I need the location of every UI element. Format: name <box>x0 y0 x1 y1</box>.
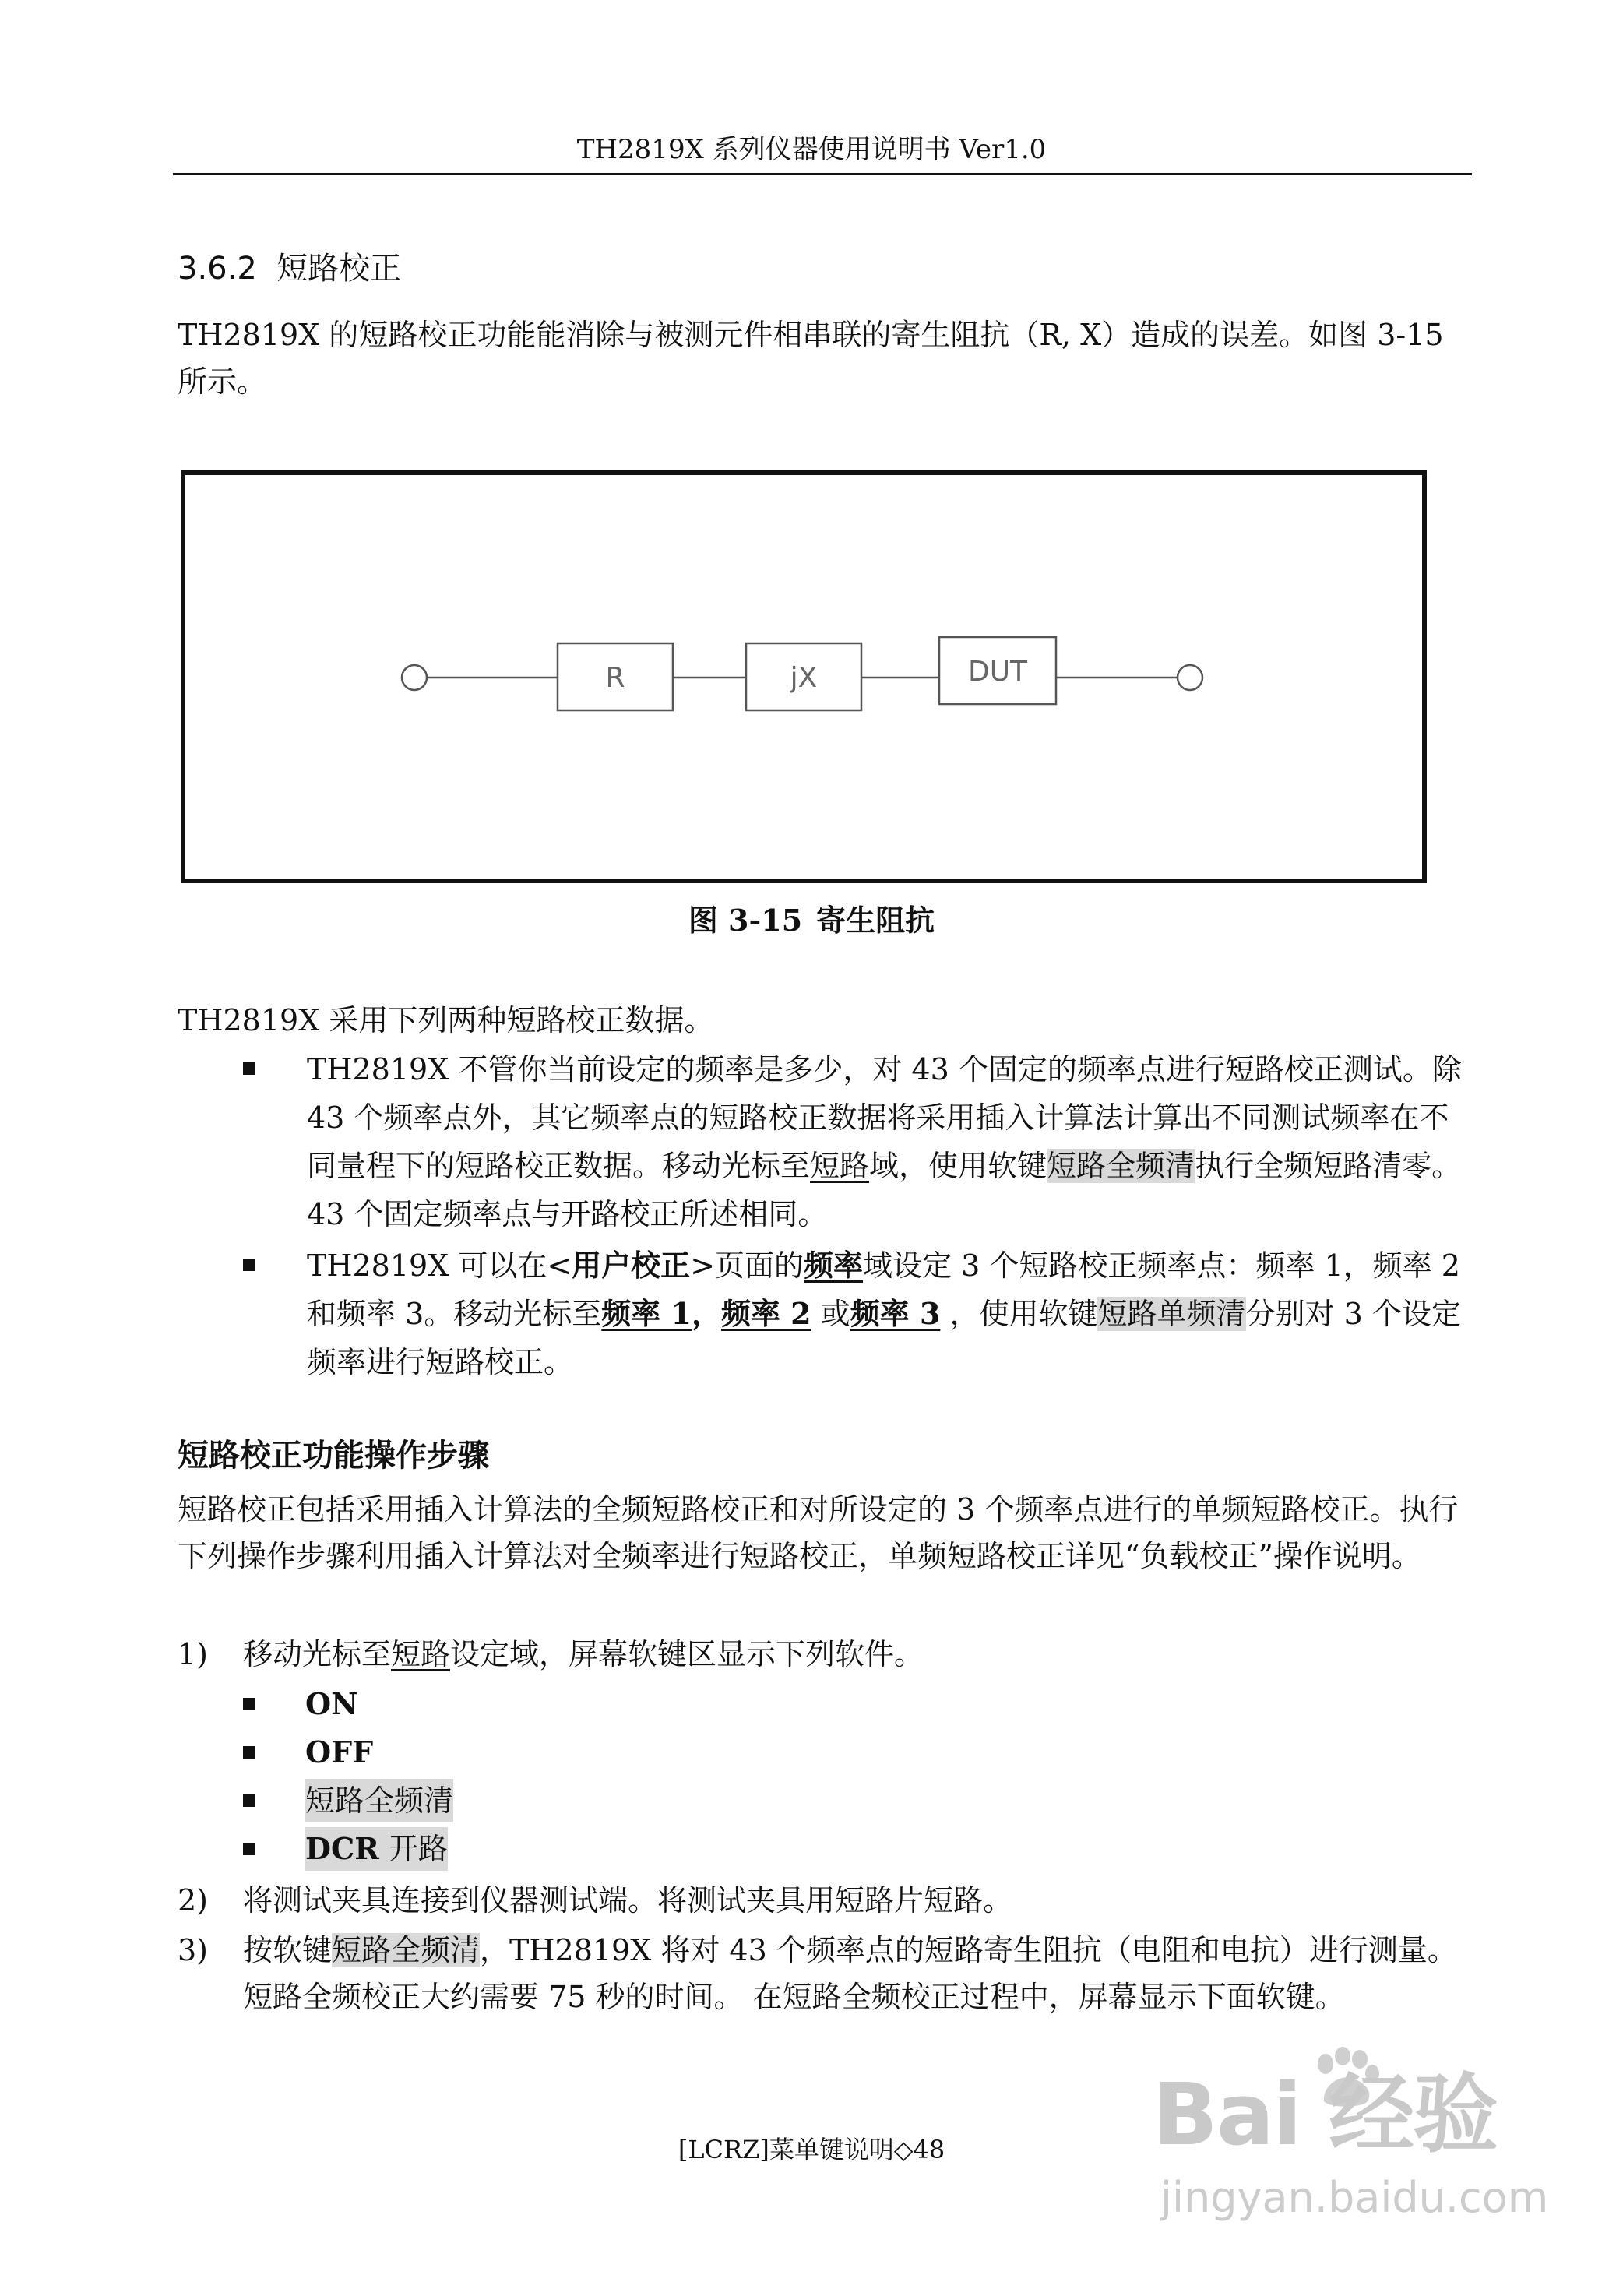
figure-number: 图 3-15 <box>688 903 803 938</box>
bullet-square-icon <box>243 1794 255 1807</box>
field-frequency: 频率 <box>804 1248 864 1283</box>
paragraph-two: TH2819X 采用下列两种短路校正数据。 <box>178 1003 714 1037</box>
softkey-short-single-clear: 短路单频清 <box>1097 1297 1246 1331</box>
parasitic-impedance-diagram <box>181 470 1427 883</box>
bullet-square-icon <box>243 1062 255 1075</box>
step-2-number: 2) <box>178 1883 209 1917</box>
softkey-short-full-clear: 短路全频清 <box>305 1779 453 1822</box>
intro-paragraph: TH2819X 的短路校正功能能消除与被测元件相串联的寄生阻抗（R, X）造成的误差。如图 3-15 所示。 <box>178 318 1444 399</box>
box-jx-label: jX <box>790 662 818 694</box>
bullet-square-icon <box>243 1843 255 1855</box>
left-terminal <box>402 665 427 690</box>
step-2-text: 将测试夹具连接到仪器测试端。将测试夹具用短路片短路。 <box>243 1883 1013 1917</box>
step-3-number: 3) <box>178 1933 209 1967</box>
softkey-short-full-clear: 短路全频清 <box>332 1933 481 1967</box>
box-r-label: R <box>605 662 625 694</box>
watermark-logo: Bai 经验 <box>1153 2065 1498 2164</box>
bullet-1-text: TH2819X 不管你当前设定的频率是多少，对 43 个固定的频率点进行短路校正测试。除 43 个频率点外，其它频率点的短路校正数据将采用插入计算法计算出不同测试频率在不同量程下的短路校正数据。移动光标至短路域，使用软键短路全频清执行全频短路清零。43 个固定频率点与开路校正所述相同。 <box>307 1052 1462 1231</box>
bullet-2-text: TH2819X 可以在<用户校正>页面的频率域设定 3 个短路校正频率点：频率 1，频率 2 和频率 3。移动光标至频率 1，频率 2 或频率 3 ，使用软键短路单频清分别对 3 个设定频率进行短路校正。 <box>307 1248 1461 1379</box>
field-freq-1: 频率 1 <box>601 1296 692 1331</box>
section-heading <box>178 248 401 290</box>
softkey-on: ON <box>305 1686 358 1721</box>
bullet-square-icon <box>243 1698 255 1710</box>
softkey-short-full-clear: 短路全频清 <box>1047 1149 1195 1183</box>
watermark-url: jingyan.baidu.com <box>1160 2173 1549 2222</box>
bullet-square-icon <box>243 1259 255 1271</box>
softkey-off: OFF <box>305 1734 374 1770</box>
field-freq-3: 频率 3 <box>850 1296 941 1331</box>
header-divider <box>173 173 1472 175</box>
header-title: TH2819X 系列仪器使用说明书 Ver1.0 <box>576 134 1047 165</box>
field-short: 短路 <box>391 1637 451 1671</box>
procedure-intro: 短路校正包括采用插入计算法的全频短路校正和对所设定的 3 个频率点进行的单频短路校正。执行下列操作步骤利用插入计算法对全频率进行短路校正，单频短路校正详见“负载校正”操作说明。 <box>178 1492 1459 1573</box>
page-user-correction: 用户校正 <box>572 1248 691 1283</box>
page-footer: [LCRZ]菜单键说明◇48 <box>678 2135 945 2164</box>
figure-title: 寄生阻抗 <box>816 903 935 938</box>
figure-caption <box>0 899 1623 942</box>
field-short: 短路 <box>810 1149 870 1183</box>
field-freq-2: 频率 2 <box>720 1296 812 1331</box>
step-1-text: 移动光标至短路设定域，屏幕软键区显示下列软件。 <box>243 1637 924 1671</box>
section-title: 短路校正 <box>276 251 402 287</box>
softkey-dcr-open: DCR 开路 <box>305 1827 448 1871</box>
box-dut-label: DUT <box>967 656 1028 688</box>
right-terminal <box>1178 665 1202 690</box>
step-1-number: 1) <box>178 1637 209 1671</box>
section-number: 3.6.2 <box>178 251 257 287</box>
procedure-heading: 短路校正功能操作步骤 <box>178 1437 489 1474</box>
bullet-square-icon <box>243 1746 255 1759</box>
step-3-text: 按软键短路全频清，TH2819X 将对 43 个频率点的短路寄生阻抗（电阻和电抗）进行测量。短路全频校正大约需要 75 秒的时间。 在短路全频校正过程中，屏幕显示下面软键。 <box>243 1933 1457 2014</box>
